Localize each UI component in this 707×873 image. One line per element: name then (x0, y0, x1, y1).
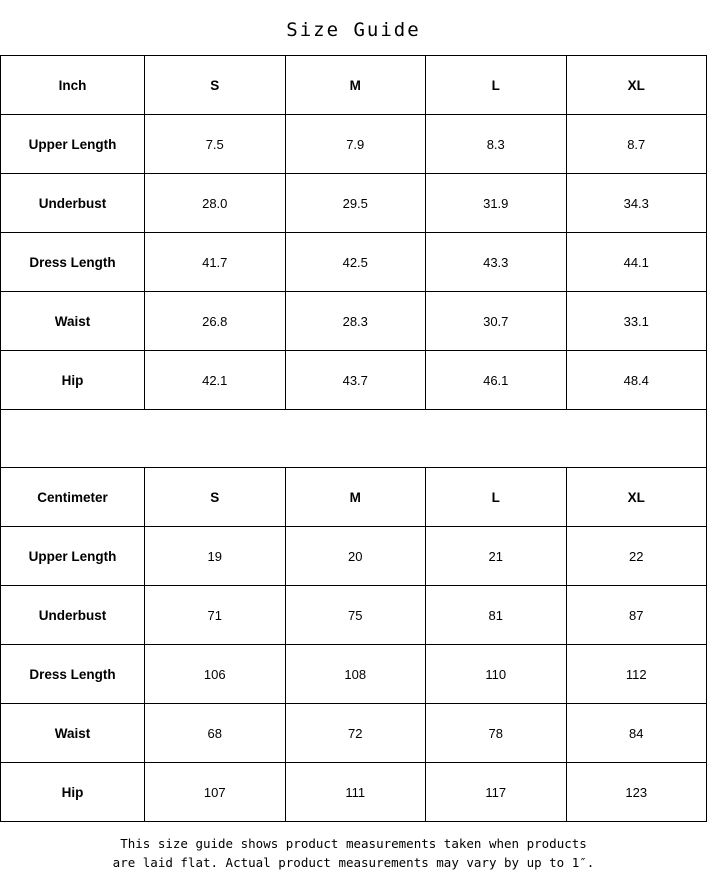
size-column-header-l: L (426, 56, 567, 115)
measurement-value: 117 (426, 763, 567, 822)
measurement-label: Hip (1, 763, 145, 822)
footnote-line-1: This size guide shows product measurements taken when products (120, 836, 587, 851)
measurement-value: 71 (145, 586, 286, 645)
table-row (1, 645, 707, 704)
centimeter-size-table (0, 467, 707, 822)
measurement-value: 21 (426, 527, 567, 586)
table-header-row (1, 56, 707, 115)
measurement-value: 7.5 (145, 115, 286, 174)
measurement-value: 22 (566, 527, 707, 586)
measurement-value: 72 (285, 704, 426, 763)
measurement-value: 123 (566, 763, 707, 822)
table-row (1, 174, 707, 233)
measurement-value: 28.3 (285, 292, 426, 351)
measurement-value: 111 (285, 763, 426, 822)
table-row (1, 351, 707, 410)
measurement-value: 81 (426, 586, 567, 645)
measurement-label: Underbust (1, 586, 145, 645)
measurement-value: 68 (145, 704, 286, 763)
size-column-header-xl: XL (566, 56, 707, 115)
measurement-value: 43.7 (285, 351, 426, 410)
footnote-line-2: are laid flat. Actual product measurements may vary by up to 1″. (112, 855, 595, 871)
measurement-value: 28.0 (145, 174, 286, 233)
measurement-value: 29.5 (285, 174, 426, 233)
size-column-header-m: M (285, 468, 426, 527)
measurement-value: 108 (285, 645, 426, 704)
measurement-label: Waist (1, 292, 145, 351)
measurement-value: 19 (145, 527, 286, 586)
measurement-value: 31.9 (426, 174, 567, 233)
table-row (1, 115, 707, 174)
measurement-label: Waist (1, 704, 145, 763)
table-row (1, 586, 707, 645)
measurement-value: 106 (145, 645, 286, 704)
measurement-value: 42.5 (285, 233, 426, 292)
measurement-value: 107 (145, 763, 286, 822)
table-divider-spacer (0, 410, 707, 467)
measurement-value: 34.3 (566, 174, 707, 233)
table-row (1, 763, 707, 822)
measurement-label: Underbust (1, 174, 145, 233)
measurement-value: 41.7 (145, 233, 286, 292)
measurement-value: 46.1 (426, 351, 567, 410)
measurement-value: 7.9 (285, 115, 426, 174)
measurement-value: 8.3 (426, 115, 567, 174)
measurement-value: 84 (566, 704, 707, 763)
size-column-header-s: S (145, 56, 286, 115)
measurement-value: 20 (285, 527, 426, 586)
measurement-value: 33.1 (566, 292, 707, 351)
measurement-label: Upper Length (1, 115, 145, 174)
measurement-value: 78 (426, 704, 567, 763)
table-header-row (1, 468, 707, 527)
measurement-value: 44.1 (566, 233, 707, 292)
unit-label-centimeter: Centimeter (1, 468, 145, 527)
measurement-value: 42.1 (145, 351, 286, 410)
size-column-header-s: S (145, 468, 286, 527)
measurement-label: Dress Length (1, 645, 145, 704)
measurement-label: Hip (1, 351, 145, 410)
measurement-label: Upper Length (1, 527, 145, 586)
table-row (1, 527, 707, 586)
measurement-value: 112 (566, 645, 707, 704)
measurement-value: 43.3 (426, 233, 567, 292)
size-column-header-l: L (426, 468, 567, 527)
unit-label-inch: Inch (1, 56, 145, 115)
measurement-value: 75 (285, 586, 426, 645)
table-row (1, 704, 707, 763)
measurement-label: Dress Length (1, 233, 145, 292)
measurement-value: 30.7 (426, 292, 567, 351)
measurement-value: 110 (426, 645, 567, 704)
table-row (1, 292, 707, 351)
table-row (1, 233, 707, 292)
size-column-header-m: M (285, 56, 426, 115)
inch-size-table (0, 55, 707, 410)
measurement-value: 87 (566, 586, 707, 645)
measurement-value: 26.8 (145, 292, 286, 351)
page-title: Size Guide (286, 19, 421, 41)
measurement-value: 48.4 (566, 351, 707, 410)
footnote (0, 822, 707, 873)
size-column-header-xl: XL (566, 468, 707, 527)
measurement-value: 8.7 (566, 115, 707, 174)
